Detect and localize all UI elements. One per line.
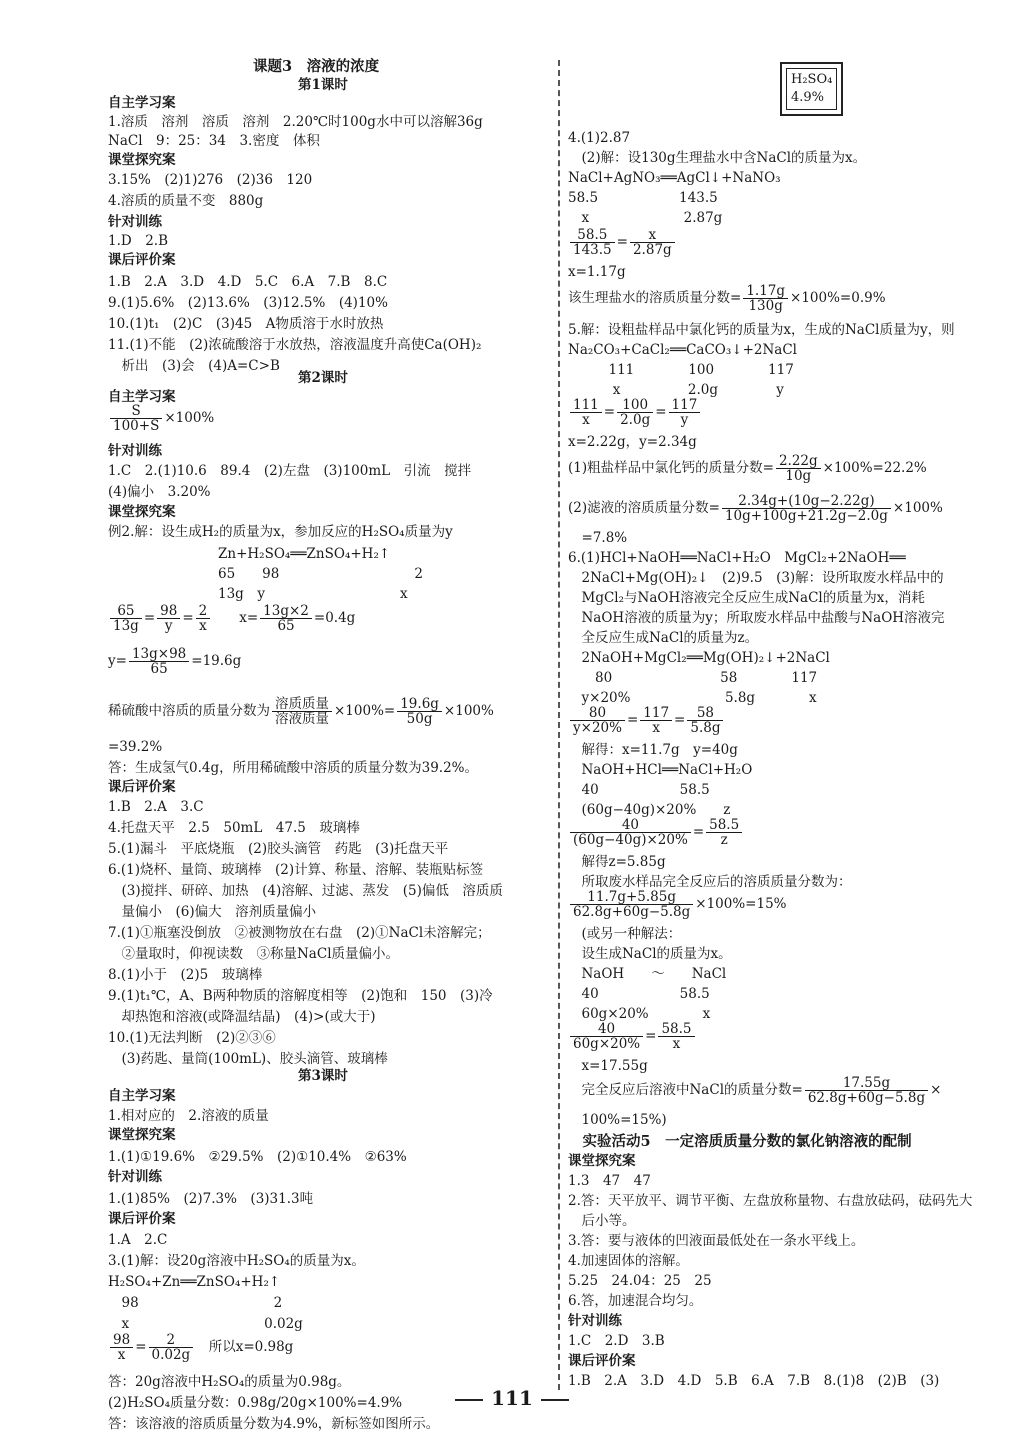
heading-self-study: 自主学习案 <box>108 1088 176 1104</box>
fraction: $\frac{58}{5.8g}$ <box>687 706 723 735</box>
equation-line: x 0.02g <box>108 1316 303 1332</box>
fraction: $\frac{S}{100+S}$ <box>110 404 162 433</box>
experiment-title: 实验活动5 一定溶质质量分数的氯化钠溶液的配制 <box>568 1133 912 1150</box>
answer-line: 1.B 2.A 3.D 4.D 5.B 6.A 7.B 8.(1)8 (2)B (3) <box>568 1373 940 1389</box>
fraction: $\frac{2}{x}$ <box>196 604 211 633</box>
dash-right <box>541 1399 569 1401</box>
heading-practice: 针对训练 <box>568 1313 622 1329</box>
lesson-heading-3: 第3课时 <box>298 1068 348 1084</box>
fraction: $\frac{1.17g}{130g}$ <box>743 284 788 313</box>
answer-line: 6.(1)HCl+NaOH══NaCl+H₂O MgCl₂+2NaOH══ <box>568 550 906 566</box>
answer-line: 4.(1)2.87 <box>568 130 631 146</box>
formula-line: (2)滤液的溶质质量分数= $\frac{2.34g+(10g-2.22g)}{10g+100g+21.2g-2.0g}$ ×100% <box>568 493 943 524</box>
formula-line: $\frac{11.7g+5.85g}{62.8g+60g-5.8g}$ ×100%=15% <box>568 890 787 919</box>
equation-line: H₂SO₄+Zn══ZnSO₄+H₂↑ <box>108 1274 281 1290</box>
heading-self-study: 自主学习案 <box>108 389 176 405</box>
equation-line: Zn+H₂SO₄══ZnSO₄+H₂↑ <box>218 546 391 562</box>
answer-line: 却热饱和溶液(或降温结晶) (4)>(或大于) <box>108 1009 376 1025</box>
answer-line: (3)搅拌、研碎、加热 (4)溶解、过滤、蒸发 (5)偏低 溶质质 <box>108 883 503 899</box>
heading-after-class: 课后评价案 <box>108 779 176 795</box>
heading-practice: 针对训练 <box>108 1169 162 1185</box>
equation-line: x 2.87g <box>568 210 723 226</box>
answer-line: 量偏小 (6)偏大 溶剂质量偏小 <box>108 904 317 920</box>
fraction: $\frac{13g\times 98}{65}$ <box>129 647 189 676</box>
formula-line: 完全反应后溶液中NaCl的质量分数= $\frac{17.55g}{62.8g+60g-5.8g}$ × <box>568 1075 942 1106</box>
fraction: $\frac{98}{x}$ <box>110 1333 133 1362</box>
dash-left <box>455 1399 483 1401</box>
answer-line: 1.相对应的 2.溶液的质量 <box>108 1108 269 1124</box>
heading-practice: 针对训练 <box>108 214 162 230</box>
formula-line: (1)粗盐样品中氯化钙的质量分数= $\frac{2.22g}{10g}$ ×100%=22.2% <box>568 453 927 484</box>
answer-line: 设生成NaCl的质量为x。 <box>568 946 732 962</box>
equation-line: 40 58.5 <box>568 782 710 798</box>
answer-line: 100%=15%) <box>568 1112 667 1128</box>
answer-line: 答：20g溶液中H₂SO₄的质量为0.98g。 <box>108 1374 351 1390</box>
fraction: $\frac{117}{y}$ <box>669 398 701 427</box>
answer-line: 3.答：要与液体的凹液面最低处在一条水平线上。 <box>568 1233 865 1249</box>
lesson-heading-1: 第1课时 <box>298 77 348 93</box>
equation-line: NaOH+HCl══NaCl+H₂O <box>568 762 753 778</box>
equation-line: 80 58 117 <box>568 670 818 686</box>
fraction: $\frac{11.7g+5.85g}{62.8g+60g-5.8g}$ <box>570 890 693 919</box>
fraction: $\frac{65}{13g}$ <box>110 604 142 633</box>
answer-line: (或另一种解法： <box>568 926 682 942</box>
answer-line: 3.15% (2)1)276 (2)36 120 <box>108 172 313 188</box>
equation-line: 60g×20% x <box>568 1006 711 1022</box>
equation-line: 40 58.5 <box>568 986 710 1002</box>
heading-class-inquiry: 课堂探究案 <box>108 152 176 168</box>
answer-line: 8.(1)小于 (2)5 玻璃棒 <box>108 967 263 983</box>
answer-line: 1.B 2.A 3.C <box>108 799 204 815</box>
fraction: $\frac{2.34g+(10g-2.22g)}{10g+100g+21.2g-2.0g}$ <box>722 494 891 523</box>
answer-line: 3.(1)解：设20g溶液中H₂SO₄的质量为x。 <box>108 1253 365 1269</box>
answer-line: 10.(1)无法判断 (2)②③⑥ <box>108 1030 276 1046</box>
equation-line: NaCl+AgNO₃══AgCl↓+NaNO₃ <box>568 170 781 186</box>
proportion-line: y= $\frac{13g\times 98}{65}$ =19.6g <box>108 646 242 677</box>
answer-line: 后小等。 <box>568 1213 636 1229</box>
answer-line: x=1.17g <box>568 264 626 280</box>
reagent-label <box>780 62 843 116</box>
answer-line: 6.答，加速混合均匀。 <box>568 1293 703 1309</box>
fraction: $\frac{58.5}{z}$ <box>706 818 742 847</box>
answer-line: NaCl 9：25：34 3.密度 体积 <box>108 133 320 149</box>
answer-line: NaOH溶液的质量为y；所取废水样品中盐酸与NaOH溶液完 <box>568 610 945 626</box>
fraction: $\frac{17.55g}{62.8g+60g-5.8g}$ <box>805 1076 928 1105</box>
answer-line: (3)药匙、量筒(100mL)、胶头滴管、玻璃棒 <box>108 1051 388 1067</box>
answer-line: 5.25 24.04：25 25 <box>568 1273 712 1289</box>
equation-line: 65 98 2 <box>218 566 423 582</box>
answer-line: (2)H₂SO₄质量分数：0.98g/20g×100%=4.9% <box>108 1395 403 1411</box>
heading-after-class: 课后评价案 <box>108 1211 176 1227</box>
fraction: $\frac{111}{x}$ <box>570 398 602 427</box>
proportion-line: $\frac{111}{x}$ = $\frac{100}{2.0g}$ = $\frac{117}{y}$ <box>568 398 702 427</box>
answer-line: 1.(1)①19.6% ②29.5% (2)①10.4% ②63% <box>108 1149 407 1165</box>
fraction: $\frac{\text{溶质质量}}{\text{溶液质量}}$ <box>272 697 332 726</box>
answer-line: =7.8% <box>568 530 628 546</box>
equation-line: 2NaOH+MgCl₂══Mg(OH)₂↓+2NaCl <box>568 650 830 666</box>
answer-line: 1.C 2.(1)10.6 89.4 (2)左盘 (3)100mL 引流 搅拌 <box>108 463 472 479</box>
heading-practice: 针对训练 <box>108 443 162 459</box>
answer-line: 答：生成氢气0.4g，所用稀硫酸中溶质的质量分数为39.2%。 <box>108 760 478 776</box>
answer-line: 7.(1)①瓶塞没倒放 ②被测物放在右盘 (2)①NaCl未溶解完； <box>108 925 491 941</box>
answer-line: x=2.22g，y=2.34g <box>568 434 697 450</box>
answer-line: 解得z=5.85g <box>568 854 666 870</box>
answer-line: =39.2% <box>108 739 163 755</box>
heading-after-class: 课后评价案 <box>108 252 176 268</box>
answer-line: 4.加速固体的溶解。 <box>568 1253 689 1269</box>
answer-line: x=17.55g <box>568 1058 648 1074</box>
fraction: $\frac{x}{2.87g}$ <box>630 228 675 257</box>
proportion-line: $\frac{40}{(60g-40g)\times 20\%}$ = $\frac{58.5}{z}$ <box>568 818 744 847</box>
equation-line: (60g−40g)×20% z <box>568 802 731 818</box>
answer-line: 全反应生成NaCl的质量为z。 <box>568 630 759 646</box>
fraction: $\frac{58.5}{x}$ <box>658 1022 694 1051</box>
answer-line: MgCl₂与NaOH溶液完全反应生成NaCl的质量为x，消耗 <box>568 590 925 606</box>
fraction: $\frac{19.6g}{50g}$ <box>397 697 442 726</box>
answer-line: 4.托盘天平 2.5 50mL 47.5 玻璃棒 <box>108 820 360 836</box>
fraction: $\frac{117}{x}$ <box>640 706 672 735</box>
fraction: $\frac{98}{y}$ <box>157 604 180 633</box>
answer-line: 9.(1)5.6% (2)13.6% (3)12.5% (4)10% <box>108 295 388 311</box>
answer-line: 例2.解：设生成H₂的质量为x，参加反应的H₂SO₄质量为y <box>108 524 453 540</box>
lesson-heading-2: 第2课时 <box>298 370 348 386</box>
label-formula: H₂SO₄ <box>791 72 833 87</box>
equation-line: 58.5 143.5 <box>568 190 718 206</box>
section-title: 课题3 溶液的浓度 <box>253 58 380 75</box>
answer-line: 析出 (3)会 (4)A=C>B <box>108 358 280 374</box>
proportion-line: $\frac{80}{y\times 20\%}$ = $\frac{117}{x}$ = $\frac{58}{5.8g}$ <box>568 706 725 735</box>
proportion-line: $\frac{58.5}{143.5}$ = $\frac{x}{2.87g}$ <box>568 228 677 257</box>
equation-line: 111 100 117 <box>568 362 794 378</box>
fraction: $\frac{40}{(60g-40g)\times 20\%}$ <box>570 818 691 847</box>
fraction: $\frac{2}{0.02g}$ <box>149 1333 194 1362</box>
answer-line: ②量取时，仰视读数 ③称量NaCl质量偏小。 <box>108 946 400 962</box>
answer-line: 1.C 2.D 3.B <box>568 1333 665 1349</box>
fraction: $\frac{40}{60g\times 20\%}$ <box>570 1022 643 1051</box>
fraction: $\frac{13g\times 2}{65}$ <box>260 604 312 633</box>
equation-line: y×20% 5.8g x <box>568 690 817 706</box>
answer-line: 1.A 2.C <box>108 1232 168 1248</box>
heading-class-inquiry: 课堂探究案 <box>108 504 176 520</box>
answer-line: 11.(1)不能 (2)浓硫酸溶于水放热，溶液温度升高使Ca(OH)₂ <box>108 337 482 353</box>
fraction: $\frac{58.5}{143.5}$ <box>570 228 615 257</box>
answer-line: 6.(1)烧杯、量筒、玻璃棒 (2)计算、称量、溶解、装瓶贴标签 <box>108 862 484 878</box>
page-number: 111 <box>0 1386 1024 1410</box>
answer-line: 2.答：天平放平、调节平衡、左盘放称量物、右盘放砝码，砝码先大 <box>568 1193 973 1209</box>
answer-line: 1.B 2.A 3.D 4.D 5.C 6.A 7.B 8.C <box>108 274 388 290</box>
answer-line: 9.(1)t₁℃，A、B两种物质的溶解度相等 (2)饱和 150 (3)冷 <box>108 988 493 1004</box>
fraction: $\frac{100}{2.0g}$ <box>617 398 653 427</box>
answer-line: 5.解：设粗盐样品中氯化钙的质量为x，生成的NaCl质量为y，则 <box>568 322 955 338</box>
proportion-line: $\frac{98}{x}$ = $\frac{2}{0.02g}$ 所以x=0.98g <box>108 1333 293 1362</box>
formula-line: $\frac{S}{100+S}$ ×100% <box>108 404 214 433</box>
equation-line: 98 2 <box>108 1295 283 1311</box>
heading-self-study: 自主学习案 <box>108 95 176 111</box>
answer-line: 1.溶质 溶剂 溶质 溶剂 2.20℃时100g水中可以溶解36g <box>108 114 483 130</box>
answer-line: 5.(1)漏斗 平底烧瓶 (2)胶头滴管 药匙 (3)托盘天平 <box>108 841 449 857</box>
equation-line: Na₂CO₃+CaCl₂══CaCO₃↓+2NaCl <box>568 342 797 358</box>
fraction: $\frac{2.22g}{10g}$ <box>776 454 821 483</box>
answer-line: 1.D 2.B <box>108 233 169 249</box>
formula-line: 稀硫酸中溶质的质量分数为 $\frac{\text{溶质质量}}{\text{溶液质量}}$ ×100%= $\frac{19.6g}{50g}$ ×100% <box>108 696 494 727</box>
answer-line: 解得：x=11.7g y=40g <box>568 742 738 758</box>
equation-line: x 2.0g y <box>568 382 784 398</box>
label-percentage: 4.9% <box>791 90 825 105</box>
equation-line: NaOH ～ NaCl <box>568 966 727 982</box>
proportion-line: $\frac{40}{60g\times 20\%}$ = $\frac{58.5}{x}$ <box>568 1022 697 1051</box>
heading-class-inquiry: 课堂探究案 <box>108 1127 176 1143</box>
heading-after-class: 课后评价案 <box>568 1353 636 1369</box>
proportion-line: $\frac{65}{13g}$ = $\frac{98}{y}$ = $\frac{2}{x}$ x= $\frac{13g\times 2}{65}$ =0.4g <box>108 604 355 633</box>
answer-line: (2)解：设130g生理盐水中含NaCl的质量为x。 <box>568 150 867 166</box>
fraction: $\frac{80}{y\times 20\%}$ <box>570 706 625 735</box>
answer-line: 1.(1)85% (2)7.3% (3)31.3吨 <box>108 1191 314 1207</box>
answer-line: 10.(1)t₁ (2)C (3)45 A物质溶于水时放热 <box>108 316 384 332</box>
answer-line: 所取废水样品完全反应后的溶质质量分数为： <box>568 874 852 890</box>
equation-line: 13g y x <box>218 586 408 602</box>
formula-line: 该生理盐水的溶质质量分数= $\frac{1.17g}{130g}$ ×100%=0.9% <box>568 283 886 314</box>
answer-line: (4)偏小 3.20% <box>108 484 211 500</box>
answer-line: 2NaCl+Mg(OH)₂↓ (2)9.5 (3)解：设所取废水样品中的 <box>568 570 944 586</box>
answer-line: 答：该溶液的溶质质量分数为4.9%，新标签如图所示。 <box>108 1416 440 1432</box>
column-divider <box>558 60 560 1390</box>
answer-line: 1.3 47 47 <box>568 1173 651 1189</box>
answer-line: 4.溶质的质量不变 880g <box>108 193 264 209</box>
heading-class-inquiry: 课堂探究案 <box>568 1153 636 1169</box>
